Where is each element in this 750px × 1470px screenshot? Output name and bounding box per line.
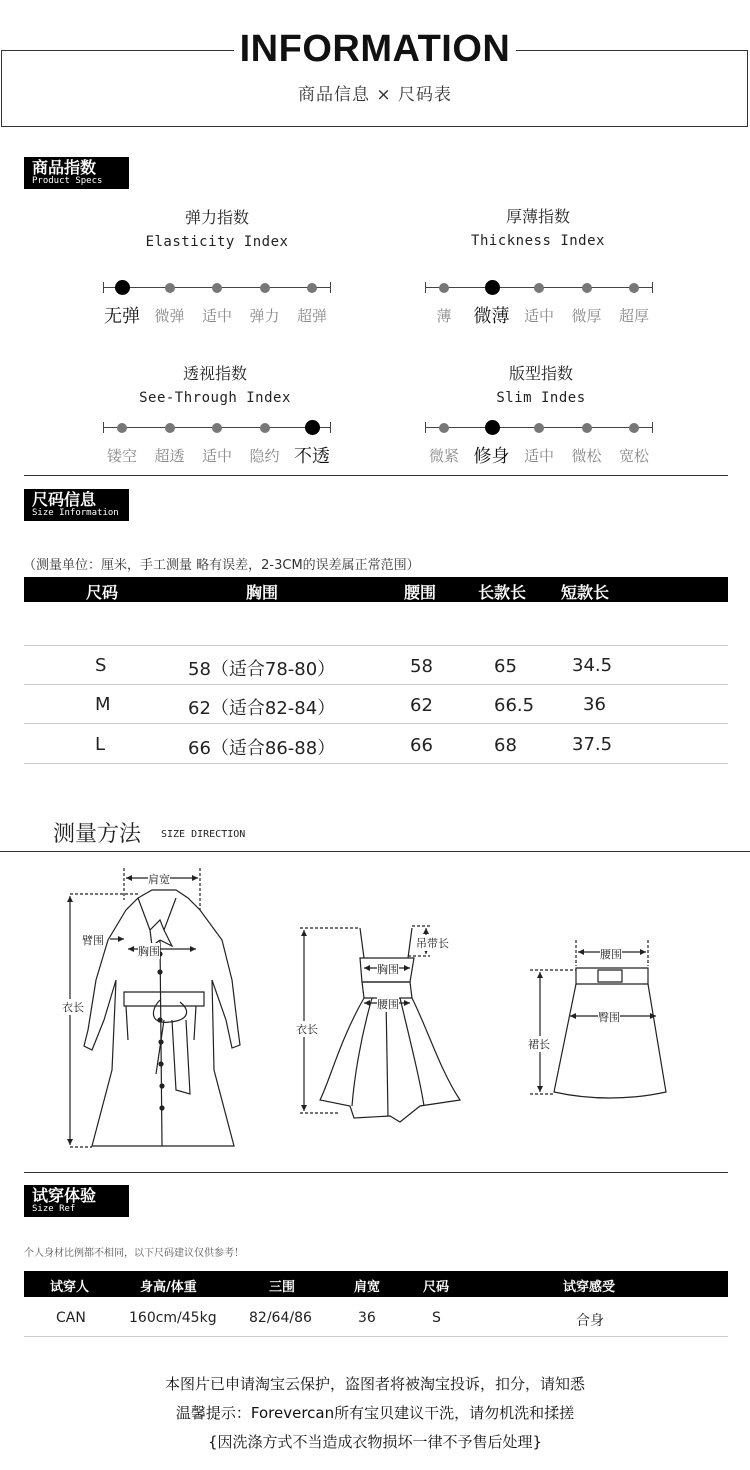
header-size: 尺码 [423, 1280, 450, 1295]
header-waist: 腰围 [404, 583, 437, 602]
divider [24, 475, 728, 476]
scale-level-label: 超厚 [618, 307, 649, 325]
scale-level-label: 无弹 [104, 306, 140, 327]
row-divider [24, 645, 728, 646]
scale-level-label: 镂空 [106, 447, 137, 465]
row-divider [24, 763, 728, 764]
scale-dot [582, 283, 592, 293]
table-cell: 65 [494, 656, 517, 677]
table-cell: 68 [494, 735, 517, 756]
scale-dot-selected [305, 420, 320, 435]
scale-dot [212, 283, 222, 293]
footer-copyright: 本图片已申请淘宝云保护，盗图者将被淘宝投诉，扣分，请知悉 [164, 1375, 585, 1393]
scale-level-label: 不透 [294, 446, 330, 467]
measure-title-en: SIZE DIRECTION [161, 829, 246, 840]
scale-dot [165, 283, 175, 293]
scale-dot-selected [485, 420, 500, 435]
skirt-drawing [554, 968, 666, 1098]
table-cell: 66.5 [494, 695, 535, 716]
scale-level-label: 弹力 [249, 307, 280, 325]
table-cell: CAN [56, 1310, 86, 1326]
scale-tick [652, 282, 653, 293]
table-cell: L [95, 734, 106, 755]
scale-level-label: 适中 [201, 447, 232, 465]
scale-level-label: 隐约 [249, 447, 280, 465]
table-cell: 36 [358, 1310, 376, 1326]
table-cell: 34.5 [572, 655, 613, 676]
label-length: 衣长 [296, 1023, 318, 1036]
scale-dot [307, 283, 317, 293]
table-cell: S [432, 1310, 441, 1326]
page-title: INFORMATION [0, 28, 750, 71]
table-cell: 37.5 [572, 734, 613, 755]
size-badge: 尺码信息 Size Information [24, 489, 129, 521]
header-long-length: 长款长 [478, 583, 527, 602]
measure-title: 测量方法 [53, 822, 142, 847]
label-waist: 腰围 [377, 998, 399, 1011]
scale-level-label: 超弹 [296, 307, 327, 325]
scale-dot [534, 283, 544, 293]
dress-drawing [320, 928, 460, 1122]
scale-dot-selected [485, 280, 500, 295]
tryon-table-header [24, 1271, 728, 1297]
label-arm: 臂围 [82, 934, 104, 947]
scale-dot [629, 423, 639, 433]
scale-level-label: 微松 [571, 447, 602, 465]
label-chest: 胸围 [377, 963, 399, 976]
scale-dot [165, 423, 175, 433]
scale-dot [260, 423, 270, 433]
scale-dot [439, 283, 449, 293]
row-divider [24, 684, 728, 685]
tryon-badge: 试穿体验 Size Ref [24, 1185, 129, 1217]
slim-index-title: 版型指数 Slim Indes [496, 364, 586, 406]
footer-disclaimer: {因洗涤方式不当造成衣物损坏一律不予售后处理} [207, 1433, 543, 1451]
scale-tick [425, 282, 426, 293]
scale-level-label: 微厚 [571, 307, 602, 325]
scale-dot [629, 283, 639, 293]
scale-tick [652, 422, 653, 433]
scale-tick [330, 282, 331, 293]
table-cell: 66（适合86-88） [188, 738, 336, 759]
row-divider [24, 1336, 728, 1337]
scale-level-label: 微弹 [154, 307, 185, 325]
table-cell: 合身 [576, 1313, 604, 1329]
elasticity-index-title: 弹力指数 Elasticity Index [145, 208, 289, 250]
specs-badge: 商品指数 Product Specs [24, 157, 129, 189]
label-shoulder: 肩宽 [148, 873, 170, 886]
divider [24, 1172, 728, 1173]
label-strap: 吊带长 [416, 937, 449, 950]
tryon-note: 个人身材比例都不相同，以下尺码建议仅供参考！ [24, 1248, 244, 1259]
scale-tick [103, 282, 104, 293]
table-cell: 58 [410, 656, 433, 677]
scale-tick [425, 422, 426, 433]
table-cell: 82/64/86 [249, 1310, 312, 1326]
header-size: 尺码 [86, 583, 119, 602]
table-cell: M [95, 694, 111, 715]
size-table-header [24, 577, 728, 602]
header-chest: 胸围 [246, 583, 279, 602]
slim-scale [425, 418, 653, 438]
table-cell: 66 [410, 735, 433, 756]
label-hip: 臀围 [598, 1011, 620, 1024]
scale-level-label: 适中 [523, 447, 554, 465]
scale-tick [330, 422, 331, 433]
table-cell: S [95, 655, 107, 676]
scale-dot [212, 423, 222, 433]
scale-level-label: 微紧 [428, 447, 459, 465]
scale-level-label: 超透 [154, 447, 185, 465]
table-cell: 62 [410, 695, 433, 716]
see-through-index-title: 透视指数 See-Through Index [139, 364, 291, 406]
scale-level-label: 适中 [523, 307, 554, 325]
label-chest: 胸围 [138, 945, 160, 958]
divider [0, 851, 750, 852]
scale-level-label: 微薄 [473, 306, 510, 327]
header-short-length: 短款长 [561, 583, 610, 602]
footer-care-tip: 温馨提示：Forevercan所有宝贝建议干洗，请勿机洗和揉搓 [175, 1404, 575, 1422]
scale-dot [582, 423, 592, 433]
scale-level-label: 宽松 [618, 447, 649, 465]
scale-level-label: 修身 [473, 446, 510, 467]
label-skirt-length: 裙长 [528, 1038, 550, 1051]
scale-level-label: 适中 [201, 307, 232, 325]
measurement-diagram [0, 860, 750, 1170]
header-height-weight: 身高/体重 [140, 1280, 197, 1295]
page-subtitle: 商品信息 × 尺码表 [297, 85, 453, 105]
label-length: 衣长 [62, 1001, 84, 1014]
scale-dot [534, 423, 544, 433]
header-tester: 试穿人 [50, 1280, 90, 1295]
table-cell: 160cm/45kg [129, 1310, 217, 1326]
header-shoulder: 肩宽 [354, 1280, 381, 1295]
scale-level-label: 薄 [436, 307, 452, 325]
see-through-scale [103, 418, 331, 438]
elasticity-scale [103, 278, 331, 298]
table-cell: 62（适合82-84） [188, 698, 336, 719]
row-divider [24, 723, 728, 724]
thickness-scale [425, 278, 653, 298]
scale-dot [117, 423, 127, 433]
size-note: （测量单位：厘米，手工测量 略有误差，2-3CM的误差属正常范围） [23, 558, 420, 573]
scale-tick [103, 422, 104, 433]
thickness-index-title: 厚薄指数 Thickness Index [471, 207, 605, 249]
header-fit: 试穿感受 [563, 1280, 616, 1295]
scale-dot [260, 283, 270, 293]
label-waist: 腰围 [600, 948, 622, 961]
scale-dot [439, 423, 449, 433]
table-cell: 36 [583, 694, 606, 715]
coat-drawing [84, 890, 240, 1146]
header-measurements: 三围 [269, 1280, 296, 1295]
table-cell: 58（适合78-80） [188, 659, 336, 680]
scale-dot-selected [115, 280, 130, 295]
